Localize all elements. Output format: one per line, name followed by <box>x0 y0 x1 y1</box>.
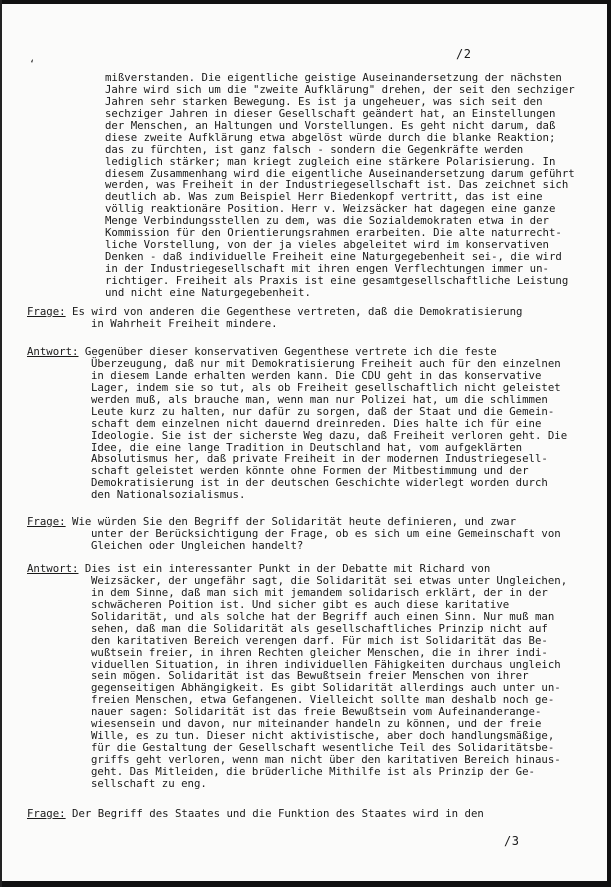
answer-text: Gegenüber dieser konservativen Gegenthese vertrete ich die feste <box>78 345 497 358</box>
answer-2 <box>27 563 587 790</box>
text-line: mißverstanden. Die eigentliche geistige Auseinandersetzung der nächsten <box>105 71 562 84</box>
answer-text: Dies ist ein interessanter Punkt in der Debatte mit Richard von <box>78 562 491 575</box>
text-line: für die Gestaltung der Gesellschaft wesentliche Teil des Solidaritätsbe- <box>91 741 555 755</box>
answer-1 <box>27 346 587 501</box>
scan-border-left <box>0 0 2 887</box>
text-line: und nicht eine Naturgegebenheit. <box>105 285 311 299</box>
text-line: Wille, es zu tun. Dieser nicht aktivistische, aber doch handlungsmäßige, <box>91 729 555 743</box>
text-line: Lager, indem sie so tut, als ob Freiheit gesellschaftlich nicht geleistet <box>91 380 561 394</box>
page-number-top: /2 <box>456 47 472 61</box>
text-line: Solidarität, und als solche hat der Begriff auch einen Sinn. Nur muß man <box>91 609 555 623</box>
text-line: wußtsein freier, in ihren Rechten gleicher Menschen, die in ihrer indi- <box>91 645 548 659</box>
text-line: Jahren sehr starken Bewegung. Es ist ja ungeheuer, was sich seit den <box>105 94 543 108</box>
text-line: Weizsäcker, der ungefähr sagt, die Solidarität sei etwas unter Ungleichen, <box>91 573 568 587</box>
question-2 <box>27 516 587 552</box>
text-line: griffs geht verloren, wenn man nicht über den karitativen Bereich hinaus- <box>91 753 561 766</box>
question-label: Frage: <box>27 305 66 318</box>
text-line: gegenseitigen Abhängigkeit. Es gibt Solidarität allerdings auch unter un- <box>91 681 561 695</box>
text-line: in dem Sinne, daß man sich mit jemandem solidarisch erklärt, der in der <box>91 585 548 599</box>
page-number-bottom: /3 <box>504 834 520 848</box>
text-line: in diesem Lande erhalten werden kann. Die CDU geht in das konservative <box>91 368 542 382</box>
text-line: nauer sagen: Solidarität ist das freie Bewußtsein vom Aufeinanderange- <box>91 705 542 719</box>
question-text: Wie würden Sie den Begriff der Solidarität heute definieren, und zwar <box>65 515 517 528</box>
text-line: Denken - daß individuelle Freiheit eine Naturgegebenheit sei-, die wird <box>105 250 562 264</box>
question-label: Frage: <box>27 515 66 528</box>
text-line: Ideologie. Sie ist der sicherste Weg dazu, daß Freiheit verloren geht. Die <box>91 428 568 442</box>
question-3 <box>27 808 587 820</box>
text-line: geht. Das Mitleiden, die brüderliche Mithilfe ist als Prinzip der Ge- <box>91 764 535 778</box>
text-line: schaft dem einzelnen nicht dauernd dreinreden. Dies halte ich für eine <box>91 416 542 430</box>
text-line: Kommission für den Orientierungsrahmen erarbeiten. Die alte naturrecht- <box>105 226 562 240</box>
text-line: völlig reaktionäre Position. Herr v. Weizsäcker hat dagegen eine ganze <box>105 202 556 216</box>
text-line: Menge Verbindungsstellen zu dem, was die Sozialdemokraten etwa in der <box>105 214 549 228</box>
text-line: wiesensein und davon, nur miteinander handeln zu können, und der freie <box>91 717 542 731</box>
text-line: der Menschen, an Haltungen und Vorstellungen. Es geht nicht darum, daß <box>105 118 556 132</box>
text-line: Jahre wird sich um die "zweite Aufklärung" drehen, der seit den sechziger <box>105 82 575 96</box>
text-line: werden muß, als brauche man, wenn man nur Polizei hat, um die schlimmen <box>91 392 548 406</box>
text-line: Überzeugung, daß nur mit Demokratisierung Freiheit auch für den einzelnen <box>91 356 561 370</box>
text-line: Demokratisierung ist in der deutschen Geschichte widerlegt worden durch <box>91 476 548 490</box>
text-line: unter der Berücksichtigung der Frage, ob es sich um eine Gemeinschaft von <box>91 526 561 540</box>
text-line: diese zweite Aufklärung etwa abgelöst würde durch die blanke Reaktion; <box>105 130 556 144</box>
text-line: viduellen Situation, in ihren individuellen Fähigkeiten durchaus ungleich <box>91 657 561 671</box>
text-line: in der Industriegesellschaft mit ihren engen Verflechtungen immer un- <box>105 262 549 275</box>
question-text: Es wird von anderen die Gegenthese vertreten, daß die Demokratisierung <box>65 305 523 318</box>
text-line: richtiger. Freiheit als Praxis ist eine gesamtgesellschaftliche Leistung <box>105 273 569 287</box>
text-line: Leute kurz zu halten, nur dafür zu sorgen, daß der Staat und die Gemein- <box>91 404 555 418</box>
text-line: den Nationalsozialismus. <box>91 488 246 502</box>
text-line: diesem Zusammenhang wird die eigentliche Auseinandersetzung darum geführt <box>105 166 575 180</box>
text-line: lediglich stärker; man kriegt zugleich eine stärkere Polarisierung. In <box>105 154 556 168</box>
intro-paragraph <box>27 72 587 299</box>
text-line: freien Menschen, etwa Gefangenen. Vielleicht sollte man deshalb noch ge- <box>91 693 555 707</box>
question-label: Frage: <box>27 807 66 820</box>
text-line: Idee, die eine lange Tradition in Deutschland hat, vom aufgeklärten <box>91 440 523 454</box>
answer-label: Antwort: <box>27 562 79 575</box>
text-line: schwächeren Poition ist. Und sicher gibt es auch diese karitative <box>91 597 510 611</box>
answer-label: Antwort: <box>27 345 79 358</box>
text-line: in Wahrheit Freiheit mindere. <box>91 316 278 330</box>
text-line: sellschaft zu eng. <box>91 776 207 790</box>
scan-border-bottom <box>0 881 611 887</box>
question-1 <box>27 306 587 330</box>
text-line: das zu fürchten, ist ganz falsch - sondern die Gegenkräfte werden <box>105 142 524 156</box>
text-line: schaft geleistet werden könnte ohne Formen der Mitbestimmung und der <box>91 464 529 478</box>
text-line: liche Vorstellung, von der ja vieles abgeleitet wird im konservativen <box>105 238 549 252</box>
text-line: sehen, daß man die Solidarität als gesellschaftliches Prinzip nicht auf <box>91 621 548 635</box>
text-line: werden, was Freiheit in der Industriegesellschaft ist. Das zeichnet sich <box>105 178 569 192</box>
question-text: Der Begriff des Staates und die Funktion des Staates wird in den <box>65 807 484 820</box>
scan-border-top <box>0 0 611 4</box>
scan-border-right <box>607 0 611 887</box>
text-line: Absolutismus her, daß private Freiheit in der modernen Industriegesell- <box>91 452 548 466</box>
text-line: den karitativen Bereich verengen darf. Für mich ist Solidarität das Be- <box>91 633 548 647</box>
text-line: sein mögen. Solidarität ist das Bewußtsein freier Menschen von ihrer <box>91 669 529 683</box>
text-line: deutlich ab. Was zum Beispiel Herr Biedenkopf vertritt, das ist eine <box>105 190 543 204</box>
text-line: Gleichen oder Ungleichen handelt? <box>91 538 304 552</box>
text-line: sechziger Jahren in dieser Gesellschaft geändert hat, an Einstellungen <box>105 106 556 120</box>
margin-mark: ‘ <box>29 59 36 70</box>
